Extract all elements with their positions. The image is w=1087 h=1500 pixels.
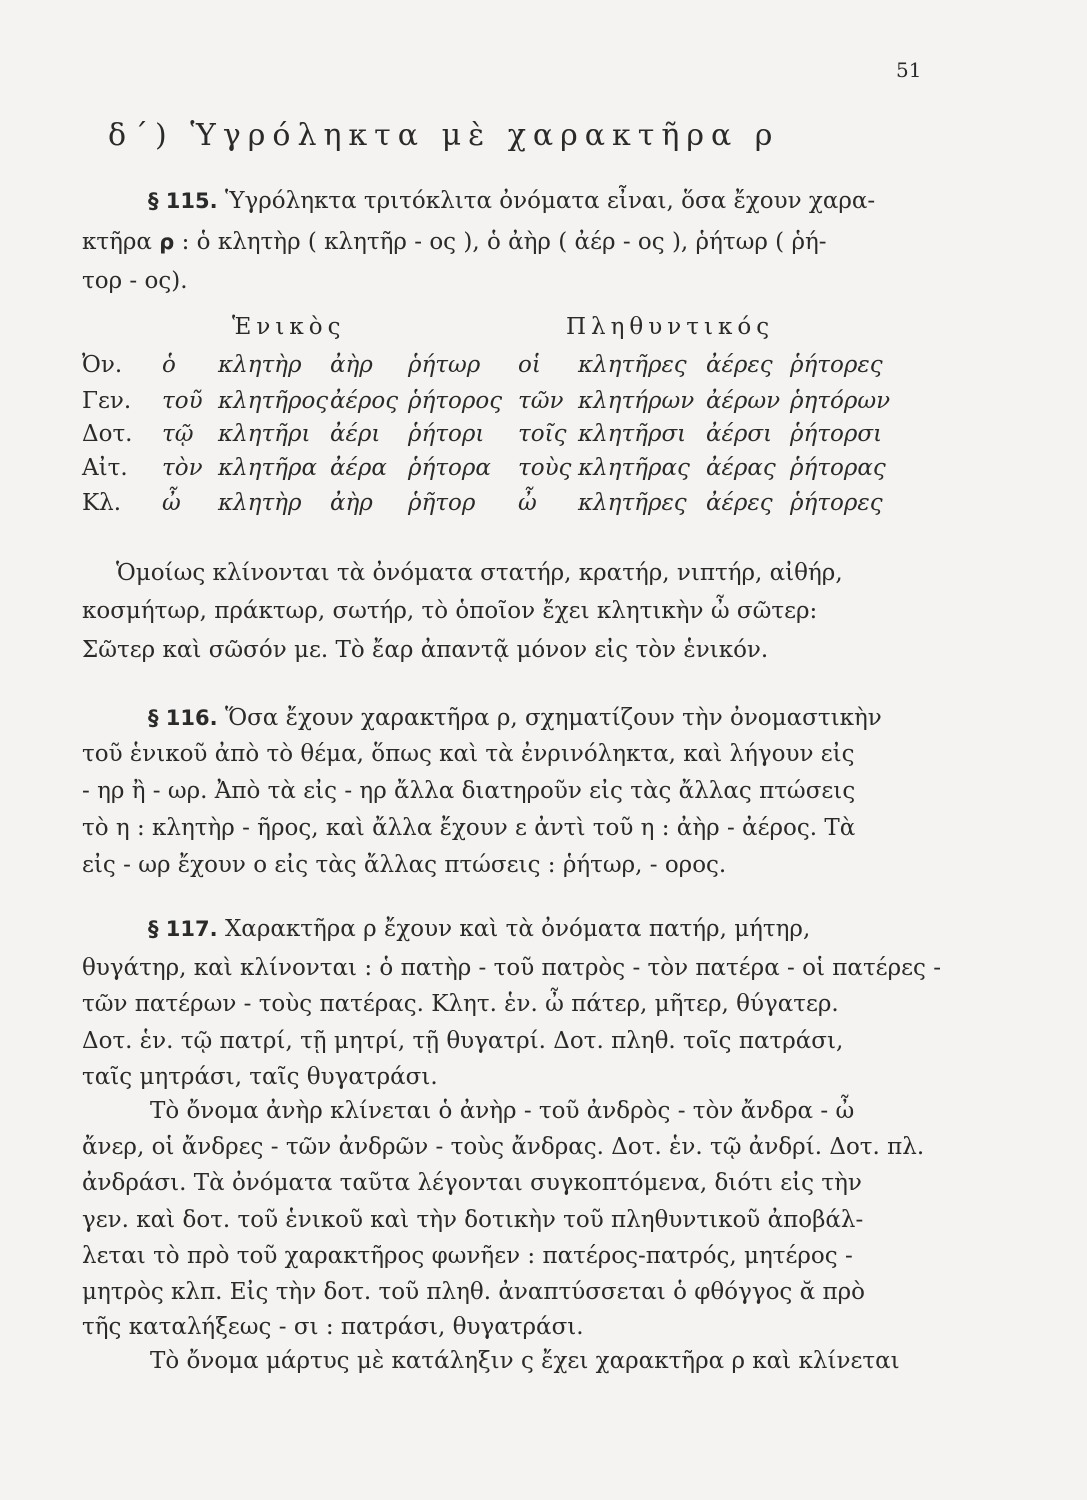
para-117-line-3: τῶν πατέρων - τοὺς πατέρας. Κλητ. ἑν. ὦ πάτερ, μῆτερ, θύγατερ. bbox=[82, 991, 839, 1017]
section-heading: δ΄) Ὑγρόληκτα μὲ χαρακτῆρα ρ bbox=[108, 118, 780, 153]
singular-kleter: κλητὴρ bbox=[218, 490, 302, 516]
section-marker-115: § 115. bbox=[148, 189, 218, 213]
aner-line-7: τῆς καταλήξεως - σι : πατράσι, θυγατράσι. bbox=[82, 1314, 584, 1340]
singular-rhetor: ῥήτορι bbox=[408, 421, 485, 447]
aner-line-4: γεν. καὶ δοτ. τοῦ ἑνικοῦ καὶ τὴν δοτικὴν τοῦ πληθυντικοῦ ἀποβάλ- bbox=[82, 1207, 864, 1233]
page-number: 51 bbox=[896, 58, 922, 82]
plural-rhetor: ῥήτορες bbox=[790, 490, 883, 516]
singular-kleter: κλητῆρος bbox=[218, 388, 329, 414]
plural-kleter: κλητήρων bbox=[578, 388, 695, 414]
plural-aer: ἀέρες bbox=[706, 490, 773, 516]
para-116-line-5: εἰς - ωρ ἔχουν ο εἰς τὰς ἄλλας πτώσεις : ῥήτωρ, - ορος. bbox=[82, 852, 727, 878]
singular-article: τὸν bbox=[162, 455, 203, 481]
table-header-singular: Ἑνικὸς bbox=[232, 314, 346, 340]
plural-rhetor: ῥητόρων bbox=[790, 388, 891, 414]
case-label: Γεν. bbox=[82, 388, 132, 414]
para-115-bold-rho: ρ bbox=[159, 230, 175, 254]
plural-rhetor: ῥήτορας bbox=[790, 455, 886, 481]
case-label: Κλ. bbox=[82, 490, 122, 516]
singular-article: τοῦ bbox=[162, 388, 203, 414]
para-117-line-5: ταῖς μητράσι, ταῖς θυγατράσι. bbox=[82, 1064, 438, 1090]
para-116-line-1 bbox=[148, 705, 882, 731]
singular-aer: ἀέρι bbox=[330, 421, 381, 447]
similar-line-1: Ὁμοίως κλίνονται τὰ ὀνόματα στατήρ, κρατήρ, νιπτήρ, αἰθήρ, bbox=[116, 560, 843, 586]
plural-aer: ἀέρων bbox=[706, 388, 781, 414]
plural-aer: ἀέρες bbox=[706, 352, 773, 378]
plural-kleter: κλητῆρσι bbox=[578, 421, 687, 447]
case-label: Αἰτ. bbox=[82, 455, 128, 481]
plural-kleter: κλητῆρες bbox=[578, 352, 687, 378]
section-marker-116: § 116. bbox=[148, 706, 218, 730]
singular-rhetor: ῥήτωρ bbox=[408, 352, 481, 378]
section-marker-117: § 117. bbox=[148, 917, 218, 941]
plural-article: τοὺς bbox=[518, 455, 572, 481]
singular-rhetor: ῥήτορα bbox=[408, 455, 491, 481]
singular-aer: ἀέρος bbox=[330, 388, 399, 414]
singular-article: ὁ bbox=[162, 352, 176, 378]
singular-aer: ἀὴρ bbox=[330, 352, 373, 378]
plural-article: τοῖς bbox=[518, 421, 567, 447]
para-115-text-2a: κτῆρα bbox=[82, 229, 152, 255]
singular-kleter: κλητῆρα bbox=[218, 455, 317, 481]
para-116-line-2: τοῦ ἑνικοῦ ἀπὸ τὸ θέμα, ὅπως καὶ τὰ ἐνρινόληκτα, καὶ λήγουν εἰς bbox=[82, 741, 855, 767]
singular-article: τῷ bbox=[162, 421, 194, 447]
aner-line-6: μητρὸς κλπ. Εἰς τὴν δοτ. τοῦ πληθ. ἀναπτύσσεται ὁ φθόγγος ᾰ πρὸ bbox=[82, 1279, 865, 1305]
para-115-line-3: τορ - ος). bbox=[82, 268, 188, 294]
aner-line-1: Τὸ ὄνομα ἀνὴρ κλίνεται ὁ ἀνὴρ - τοῦ ἀνδρὸς - τὸν ἄνδρα - ὦ bbox=[150, 1098, 855, 1124]
table-header-plural: Πληθυντικός bbox=[566, 314, 775, 340]
singular-kleter: κλητὴρ bbox=[218, 352, 302, 378]
singular-article: ὦ bbox=[162, 490, 181, 516]
singular-rhetor: ῥήτορος bbox=[408, 388, 503, 414]
aner-line-2: ἄνερ, οἱ ἄνδρες - τῶν ἀνδρῶν - τοὺς ἄνδρας. Δοτ. ἑν. τῷ ἀνδρί. Δοτ. πλ. bbox=[82, 1134, 925, 1160]
singular-rhetor: ῥῆτορ bbox=[408, 490, 476, 516]
plural-article: ὦ bbox=[518, 490, 537, 516]
plural-kleter: κλητῆρες bbox=[578, 490, 687, 516]
martys-line-1: Τὸ ὄνομα μάρτυς μὲ κατάληξιν ς ἔχει χαρακτῆρα ρ καὶ κλίνεται bbox=[150, 1348, 900, 1374]
similar-line-3: Σῶτερ καὶ σῶσόν με. Τὸ ἔαρ ἀπαντᾷ μόνον εἰς τὸν ἑνικόν. bbox=[82, 637, 769, 663]
para-115-text-1: Ὑγρόληκτα τριτόκλιτα ὀνόματα εἶναι, ὅσα ἔχουν χαρα- bbox=[224, 188, 876, 214]
case-label: Ὀν. bbox=[82, 352, 123, 378]
plural-rhetor: ῥήτορες bbox=[790, 352, 883, 378]
plural-aer: ἀέρας bbox=[706, 455, 776, 481]
plural-kleter: κλητῆρας bbox=[578, 455, 690, 481]
para-116-line-3: - ηρ ἢ - ωρ. Ἀπὸ τὰ εἰς - ηρ ἄλλα διατηροῦν εἰς τὰς ἄλλας πτώσεις bbox=[82, 778, 856, 804]
para-116-text-1: Ὅσα ἔχουν χαρακτῆρα ρ, σχηματίζουν τὴν ὀνομαστικὴν bbox=[224, 705, 882, 731]
plural-aer: ἀέρσι bbox=[706, 421, 773, 447]
para-115-text-2c: : ὁ κλητὴρ ( κλητῆρ - ος ), ὁ ἀὴρ ( ἀέρ - ος ), ῥήτωρ ( ῥή- bbox=[181, 229, 827, 255]
para-117-text-1: Χαρακτῆρα ρ ἔχουν καὶ τὰ ὀνόματα πατήρ, μήτηρ, bbox=[224, 916, 811, 942]
para-117-line-4: Δοτ. ἑν. τῷ πατρί, τῇ μητρί, τῇ θυγατρί. Δοτ. πληθ. τοῖς πατράσι, bbox=[82, 1028, 844, 1054]
singular-aer: ἀὴρ bbox=[330, 490, 373, 516]
para-116-line-4: τὸ η : κλητὴρ - ῆρος, καὶ ἄλλα ἔχουν ε ἀντὶ τοῦ η : ἀὴρ - ἀέρος. Τὰ bbox=[82, 815, 856, 841]
plural-article: τῶν bbox=[518, 388, 564, 414]
plural-rhetor: ῥήτορσι bbox=[790, 421, 883, 447]
case-label: Δοτ. bbox=[82, 421, 133, 447]
singular-kleter: κλητῆρι bbox=[218, 421, 311, 447]
para-115-line-2 bbox=[82, 229, 827, 255]
aner-line-3: ἀνδράσι. Τὰ ὀνόματα ταῦτα λέγονται συγκοπτόμενα, διότι εἰς τὴν bbox=[82, 1170, 862, 1196]
para-115-line-1 bbox=[148, 188, 875, 214]
plural-article: οἱ bbox=[518, 352, 541, 378]
para-117-line-2: θυγάτηρ, καὶ κλίνονται : ὁ πατὴρ - τοῦ πατρὸς - τὸν πατέρα - οἱ πατέρες - bbox=[82, 955, 941, 981]
para-117-line-1 bbox=[148, 916, 810, 942]
singular-aer: ἀέρα bbox=[330, 455, 387, 481]
aner-line-5: λεται τὸ πρὸ τοῦ χαρακτῆρος φωνῆεν : πατέρος-πατρός, μητέρος - bbox=[82, 1243, 853, 1269]
similar-line-2: κοσμήτωρ, πράκτωρ, σωτήρ, τὸ ὁποῖον ἔχει κλητικὴν ὦ σῶτερ: bbox=[82, 598, 818, 624]
